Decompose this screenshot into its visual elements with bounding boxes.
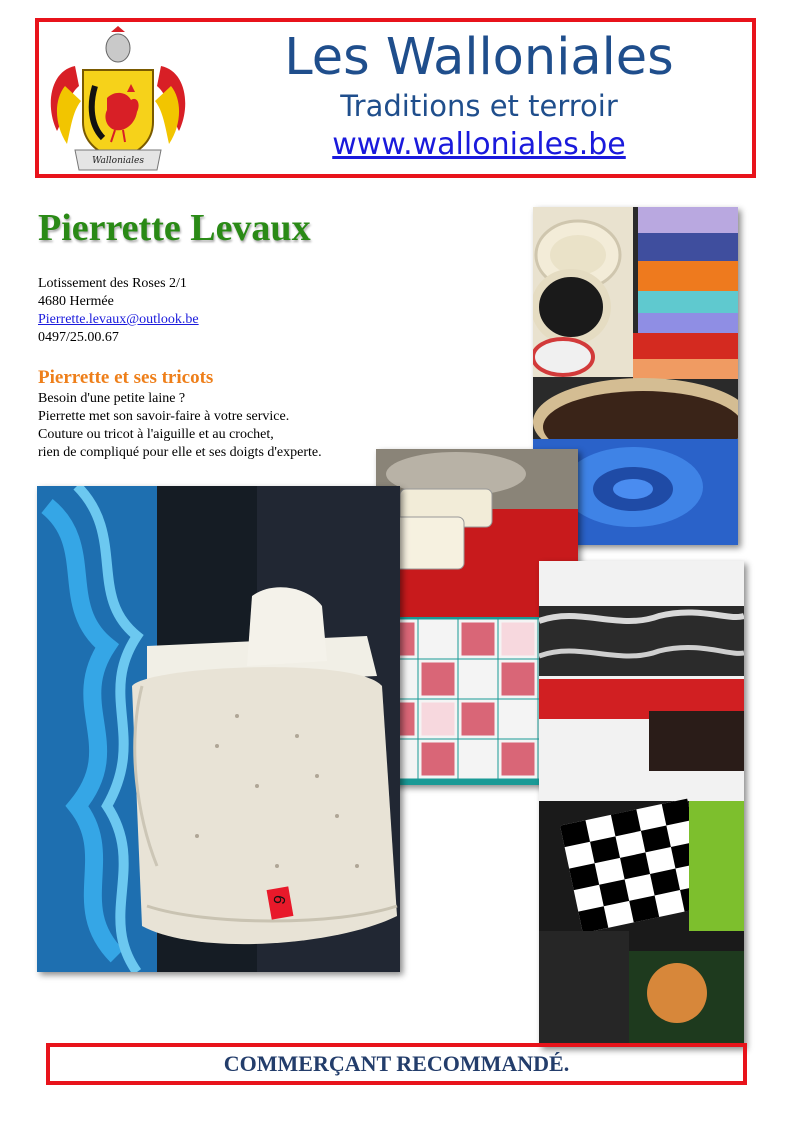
recommended-merchant-banner: COMMERÇANT RECOMMANDÉ.: [46, 1043, 747, 1085]
description-line: Besoin d'une petite laine ?: [38, 391, 186, 406]
phone-number: 0497/25.00.67: [38, 330, 119, 345]
section-description: [38, 390, 322, 462]
address-line-1: Lotissement des Roses 2/1: [38, 276, 187, 291]
description-line: rien de compliqué pour elle et ses doigts d'experte.: [38, 445, 322, 460]
header-banner: [35, 18, 756, 178]
website-link[interactable]: www.walloniales.be: [332, 127, 626, 162]
description-line: Pierrette met son savoir-faire à votre service.: [38, 409, 290, 424]
photo-white-sweater: [37, 486, 400, 972]
section-heading: Pierrette et ses tricots: [38, 367, 214, 388]
logo-ribbon-text: Walloniales: [92, 156, 144, 166]
merchant-name: Pierrette Levaux: [38, 207, 311, 249]
email-link[interactable]: Pierrette.levaux@outlook.be: [38, 312, 199, 327]
address-line-2: 4680 Hermée: [38, 294, 114, 309]
site-subtitle: Traditions et terroir: [340, 89, 618, 123]
description-line: Couture ou tricot à l'aiguille et au crochet,: [38, 427, 274, 442]
merchant-contact: [38, 275, 199, 347]
photo-scarf-checkered: [539, 561, 744, 1047]
walloniales-logo: [45, 26, 191, 176]
sweater-tag-number: 9: [271, 894, 290, 906]
site-title: Les Walloniales: [284, 28, 674, 87]
